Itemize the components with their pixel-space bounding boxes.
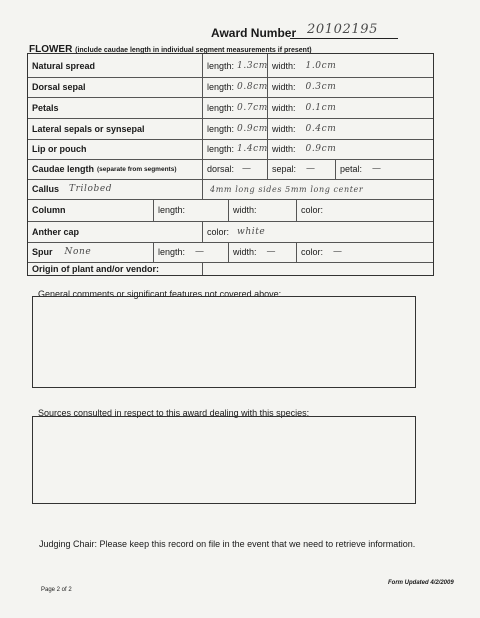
row-lateral-sepals	[28, 118, 433, 140]
length-cell[interactable]	[202, 97, 267, 118]
caudae-note: (separate from segments)	[97, 165, 177, 173]
width-label: width:	[272, 123, 296, 134]
width-cell[interactable]	[267, 97, 433, 118]
row-origin	[28, 262, 433, 275]
callus-cell[interactable]	[28, 179, 202, 199]
petal-value[interactable]: —	[372, 164, 382, 174]
length-label: length:	[158, 247, 186, 257]
width-cell[interactable]	[267, 118, 433, 139]
petal-cell[interactable]	[335, 159, 433, 179]
dorsal-label: dorsal:	[207, 164, 235, 174]
flower-measurements-table	[27, 53, 434, 276]
width-value[interactable]: 0.4cm	[305, 123, 337, 134]
length-label: length:	[207, 102, 235, 113]
spur-length-cell[interactable]	[153, 242, 228, 262]
comments-label: General comments or significant features not covered above:	[38, 289, 282, 299]
color-label: color:	[301, 205, 324, 215]
award-number-value[interactable]: 20102195	[307, 22, 378, 37]
row-caudae	[28, 159, 433, 180]
form-updated: Form Updated 4/2/2009	[388, 580, 454, 586]
color-value[interactable]: —	[333, 247, 343, 257]
dorsal-cell[interactable]	[202, 159, 267, 179]
length-label: length:	[207, 82, 235, 92]
caudae-label: Caudae length	[32, 164, 95, 174]
width-value[interactable]: —	[266, 247, 277, 257]
callus-detail-cell[interactable]	[202, 179, 433, 199]
row-label: Petals	[32, 102, 59, 113]
sepal-value[interactable]: —	[306, 164, 316, 174]
color-label: color:	[301, 247, 324, 257]
sepal-cell[interactable]	[267, 159, 335, 179]
origin-value-cell[interactable]	[202, 262, 433, 275]
column-color-cell[interactable]	[296, 199, 433, 221]
award-number-line	[290, 38, 398, 39]
row-label: Anther cap	[32, 226, 80, 237]
width-cell[interactable]	[267, 54, 433, 77]
width-value[interactable]: 1.0cm	[305, 60, 337, 71]
length-label: length:	[207, 60, 235, 71]
length-cell[interactable]	[202, 139, 267, 159]
award-number-label: Award Number	[211, 26, 297, 40]
comments-box[interactable]	[32, 296, 416, 388]
length-label: length:	[158, 205, 186, 215]
width-label: width:	[233, 205, 257, 215]
row-label: Natural spread	[32, 60, 96, 71]
flower-title: FLOWER	[29, 44, 73, 55]
color-label: color:	[207, 226, 230, 237]
length-label: length:	[207, 144, 235, 154]
row-lip-pouch	[28, 139, 433, 160]
column-width-cell[interactable]	[228, 199, 296, 221]
length-cell[interactable]	[202, 118, 267, 139]
length-label: length:	[207, 123, 235, 134]
length-value[interactable]: 0.7cm	[237, 102, 268, 113]
callus-label: Callus	[32, 184, 60, 194]
spur-value[interactable]: None	[64, 247, 92, 257]
width-label: width:	[272, 82, 296, 92]
row-spur	[28, 242, 433, 263]
row-dorsal-sepal	[28, 77, 433, 98]
width-value[interactable]: 0.9cm	[305, 144, 337, 154]
row-anther-cap	[28, 221, 433, 243]
row-label: Dorsal sepal	[32, 82, 86, 92]
width-label: width:	[272, 102, 296, 113]
row-label: Origin of plant and/or vendor:	[32, 263, 159, 274]
length-value[interactable]: —	[195, 247, 205, 257]
spur-label: Spur	[32, 247, 53, 257]
length-cell[interactable]	[202, 77, 267, 97]
row-label: Lateral sepals or synsepal	[32, 123, 145, 134]
length-value[interactable]: 1.3cm	[237, 60, 268, 71]
width-cell[interactable]	[267, 139, 433, 159]
dorsal-value[interactable]: —	[242, 164, 252, 174]
anther-color-cell[interactable]	[202, 221, 433, 242]
petal-label: petal:	[340, 164, 363, 174]
length-value[interactable]: 0.8cm	[237, 82, 268, 92]
sources-box[interactable]	[32, 416, 416, 504]
color-value[interactable]: white	[237, 226, 266, 237]
row-label: Lip or pouch	[32, 144, 87, 154]
row-label: Column	[32, 205, 66, 215]
column-length-cell[interactable]	[153, 199, 228, 221]
sepal-label: sepal:	[272, 164, 297, 174]
flower-note: (include caudae length in individual segment measurements if present)	[75, 47, 312, 54]
length-value[interactable]: 0.9cm	[237, 123, 268, 134]
callus-value[interactable]: Trilobed	[69, 184, 113, 194]
callus-detail[interactable]: 4mm long sides 5mm long center	[210, 184, 364, 194]
spur-cell[interactable]	[28, 242, 153, 262]
length-value[interactable]: 1.4cm	[237, 144, 268, 154]
width-value[interactable]: 0.3cm	[305, 82, 337, 92]
length-cell[interactable]	[202, 54, 267, 77]
caudae-label-cell	[28, 159, 202, 179]
width-label: width:	[233, 247, 257, 257]
width-label: width:	[272, 144, 296, 154]
spur-color-cell[interactable]	[296, 242, 433, 262]
judging-chair-note: Judging Chair: Please keep this record on file in the event that we need to retrieve information.	[39, 539, 416, 549]
page-number: Page 2 of 2	[41, 587, 72, 593]
width-cell[interactable]	[267, 77, 433, 97]
row-callus	[28, 179, 433, 200]
row-petals	[28, 97, 433, 119]
sources-label: Sources consulted in respect to this award dealing with this species:	[38, 408, 310, 418]
width-label: width:	[272, 60, 296, 71]
row-column	[28, 199, 433, 222]
row-natural-spread	[28, 54, 433, 78]
spur-width-cell[interactable]	[228, 242, 296, 262]
width-value[interactable]: 0.1cm	[305, 102, 337, 113]
